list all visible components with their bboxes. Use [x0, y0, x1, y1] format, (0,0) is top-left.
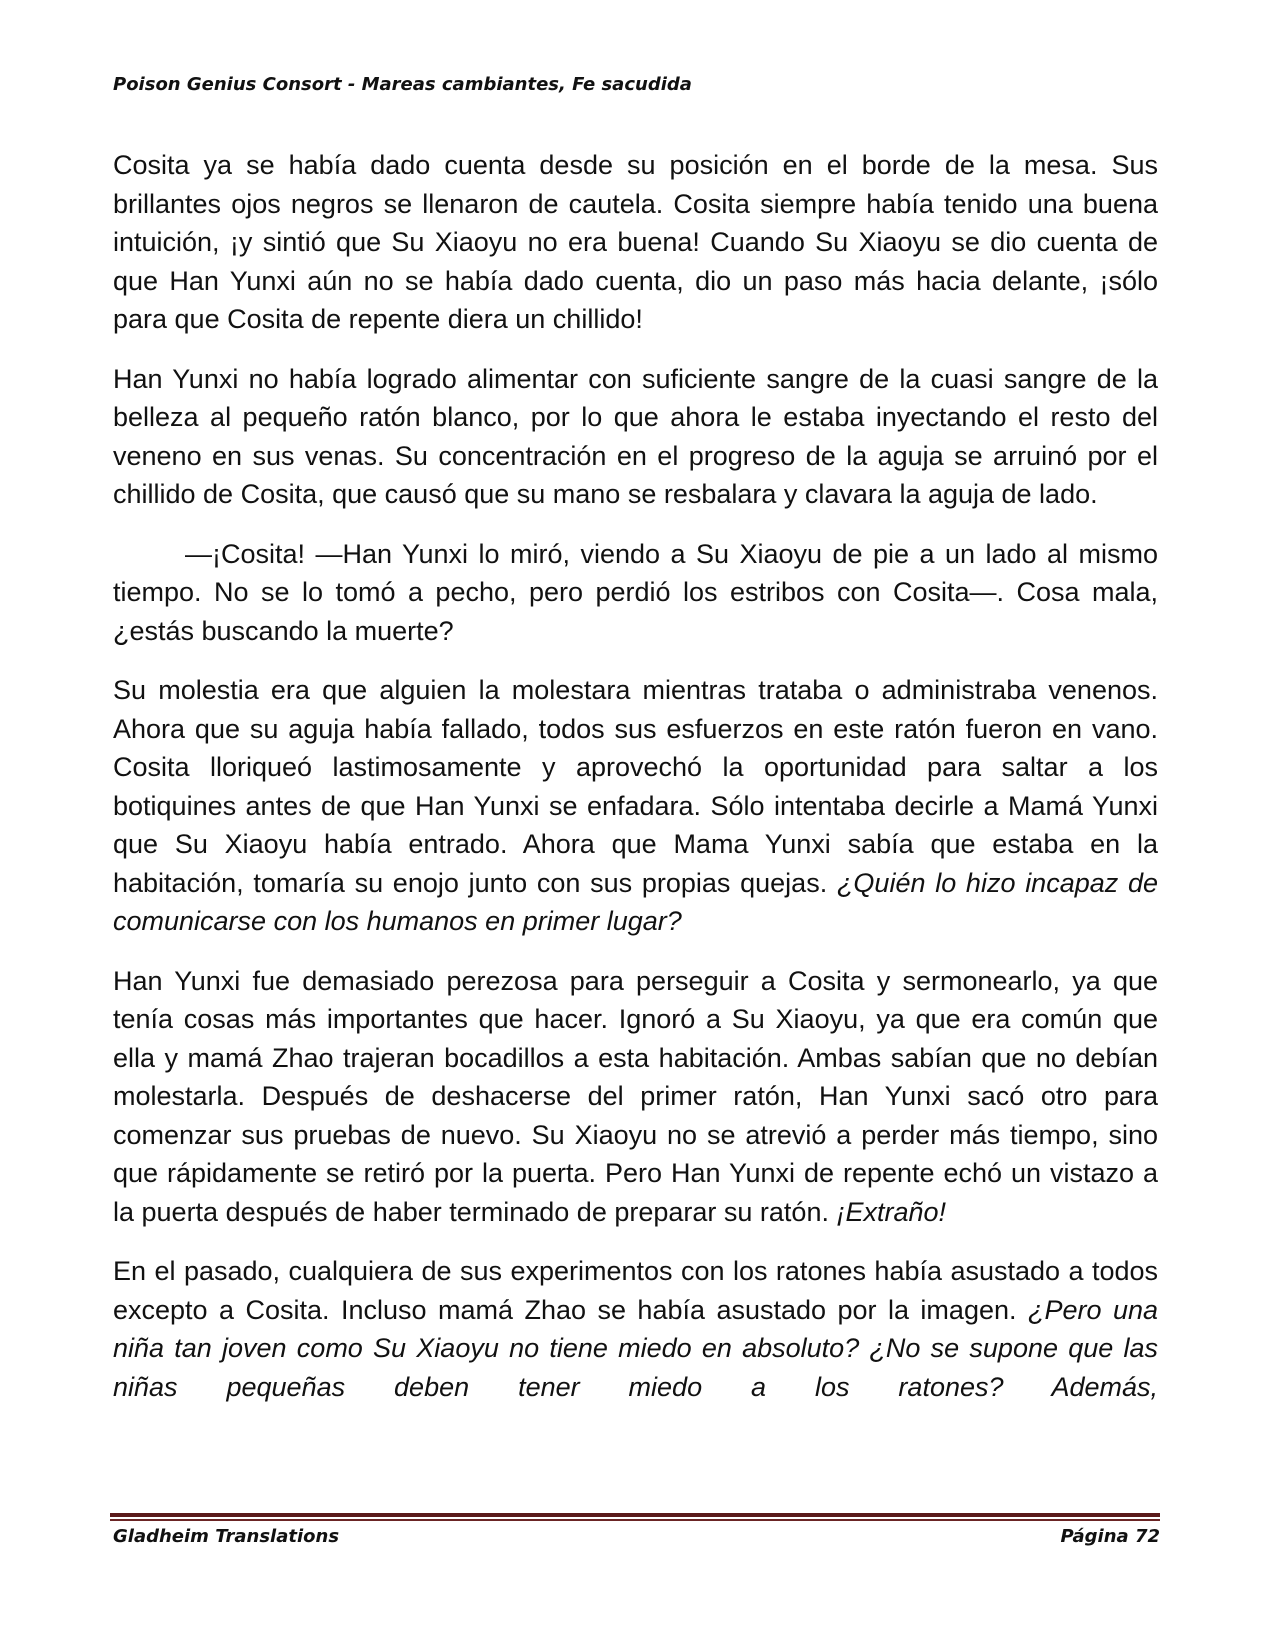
paragraph-4-text: Su molestia era que alguien la molestara mientras trataba o administraba venenos. Ahora que su aguja había fallado, todos sus esfuerzos en este ratón fueron en vano. Cosita lloriqueó lastimosamente y aprovechó la oportunidad para saltar a los botiquines antes de que Han Yunxi se enfadara. Sólo intentaba decirle a Mamá Yunxi que Su Xiaoyu había entrado. Ahora que Mama Yunxi sabía que estaba en la habitación, tomaría su enojo junto con sus propias quejas. — [113, 675, 1158, 898]
paragraph-2: Han Yunxi no había logrado alimentar con suficiente sangre de la cuasi sangre de la belleza al pequeño ratón blanco, por lo que ahora le estaba inyectando el resto del veneno en sus venas. Su concentración en el progreso de la aguja se arruinó por el chillido de Cosita, que causó que su mano se resbalara y clavara la aguja de lado. — [113, 363, 1158, 509]
footer-divider-thick — [110, 1513, 1160, 1517]
page-body — [113, 146, 1158, 1406]
footer-page-number: Página 72 — [1060, 1526, 1160, 1547]
paragraph-6-italic: ¿Pero una niña tan joven como Su Xiaoyu no tiene miedo en absoluto? ¿No se supone que las niñas pequeñas deben tener miedo a los ratones? Además, — [113, 1294, 1158, 1402]
paragraph-4 — [113, 671, 1158, 941]
footer-translator: Gladheim Translations — [113, 1526, 340, 1547]
footer-divider-thin — [110, 1519, 1160, 1521]
page-header-title: Poison Genius Consort - Mareas cambiantes, Fe sacudida — [113, 74, 692, 95]
paragraph-5-italic: ¡Extraño! — [836, 1196, 947, 1227]
paragraph-6-text: En el pasado, cualquiera de sus experimentos con los ratones había asustado a todos excepto a Cosita. Incluso mamá Zhao se había asustado por la imagen. — [113, 1256, 1158, 1325]
paragraph-5-text: Han Yunxi fue demasiado perezosa para perseguir a Cosita y sermonearlo, ya que tenía cosas más importantes que hacer. Ignoró a Su Xiaoyu, ya que era común que ella y mamá Zhao trajeran bocadillos a esta habitación. Ambas sabían que no debían molestarla. Después de deshacerse del primer ratón, Han Yunxi sacó otro para comenzar sus pruebas de nuevo. Su Xiaoyu no se atrevió a perder más tiempo, sino que rápidamente se retiró por la puerta. Pero Han Yunxi de repente echó un vistazo a la puerta después de haber terminado de preparar su ratón. — [113, 965, 1158, 1227]
paragraph-4-italic: ¿Quién lo hizo incapaz de comunicarse con los humanos en primer lugar? — [113, 867, 1159, 936]
paragraph-5 — [113, 962, 1158, 1232]
paragraph-3: —¡Cosita! —Han Yunxi lo miró, viendo a Su Xiaoyu de pie a un lado al mismo tiempo. No se lo tomó a pecho, pero perdió los estribos con Cosita—. Cosa mala, ¿estás buscando la muerte? — [113, 538, 1158, 646]
paragraph-1: Cosita ya se había dado cuenta desde su posición en el borde de la mesa. Sus brillantes ojos negros se llenaron de cautela. Cosita siempre había tenido una buena intuición, ¡y sintió que Su Xiaoyu no era buena! Cuando Su Xiaoyu se dio cuenta de que Han Yunxi aún no se había dado cuenta, dio un paso más hacia delante, ¡sólo para que Cosita de repente diera un chillido! — [113, 150, 1158, 334]
paragraph-6 — [113, 1252, 1158, 1406]
